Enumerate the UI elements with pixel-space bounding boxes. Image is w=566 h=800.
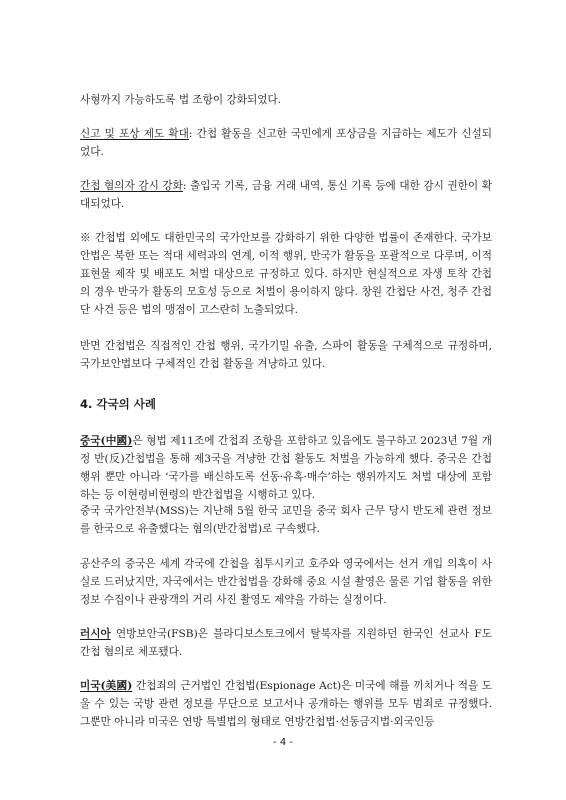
- china-mss-paragraph: [80, 502, 492, 538]
- china-communist-paragraph: [80, 555, 492, 609]
- china-lead: 중국(中國): [80, 435, 133, 447]
- contrast-text: 반면 간첩법은 직접적인 간첩 행위, 국가기밀 유출, 스파이 활동을 구체적으로 규정하며, 국가보안법보다 구체적인 간첩 활동을 겨냥하고 있다.: [80, 340, 492, 370]
- page-number: - 4 -: [273, 737, 293, 748]
- russia-text: 연방보안국(FSB)은 블라디보스토크에서 탈북자를 지원하던 한국인 선교사 F도 간첩 혐의로 체포됐다.: [80, 628, 492, 658]
- reward-paragraph: [80, 125, 492, 161]
- note-text: ※ 간첩법 외에도 대한민국의 국가안보를 강화하기 위한 다양한 법률이 존재한다. 국가보안법은 북한 또는 적대 세력과의 연계, 이적 행위, 반국가 활동을 포괄적으로 다루며, 이적 표현물 제작 및 배포도 처벌 대상으로 규정하고 있다. 하지만 현실적으로 자생 토착 간첩의 경우 반국가 활동의 모호성 등으로 처벌이 용이하지 않다. 창원 간첩단 사건, 청주 간첩단 사건 등은 법의 맹점이 고스란히 노출되었다.: [80, 232, 492, 316]
- note-paragraph: [80, 229, 492, 319]
- contrast-paragraph: [80, 337, 492, 373]
- russia-paragraph: [80, 625, 492, 661]
- reward-text: : 간첩 활동을 신고한 국민에게 포상금을 지급하는 제도가 신설되었다.: [80, 128, 492, 158]
- china-paragraph: [80, 432, 492, 504]
- surveillance-paragraph: [80, 177, 492, 213]
- section-title: 4. 각국의 사례: [80, 397, 156, 411]
- usa-paragraph: [80, 677, 492, 731]
- surveillance-text: : 출입국 기록, 금융 거래 내역, 통신 기록 등에 대한 감시 권한이 확대되었다.: [80, 180, 492, 210]
- china-communist-text: 공산주의 중국은 세계 각국에 간첩을 침투시키고 호주와 영국에서는 선거 개입 의혹이 사실로 드러났지만, 자국에서는 반간첩법을 강화해 중요 시설 촬영은 물론 기업 활동을 위한 정보 수집이나 관광객의 거리 사진 촬영도 제약을 가하는 실정이다.: [80, 558, 492, 606]
- usa-lead: 미국(美國): [80, 680, 133, 692]
- paragraph-continuation: [80, 91, 492, 109]
- china-text: 은 형법 제11조에 간첩죄 조항을 포함하고 있음에도 불구하고 2023년 7월 개정 반(反)간첩법을 통해 제3국을 겨냥한 간첩 활동도 처벌을 가능하게 했다. 중국은 간첩행위 뿐만 아니라 ‘국가를 배신하도록 선동·유혹·매수’하는 행위까지도 처벌 대상에 포함하는 등 이현령비현령의 반간첩법을 시행하고 있다.: [80, 435, 492, 501]
- section-heading: [80, 395, 492, 413]
- paragraph-text: 사형까지 가능하도록 법 조항이 강화되었다.: [80, 94, 282, 106]
- china-mss-text: 중국 국가안전부(MSS)는 지난해 5월 한국 교민을 중국 회사 근무 당시 반도체 관련 정보를 한국으로 유출했다는 혐의(반간첩법)로 구속했다.: [80, 505, 492, 535]
- usa-text: 간첩죄의 근거법인 간첩법(Espionage Act)은 미국에 해를 끼치거나 적을 도울 수 있는 국방 관련 정보를 무단으로 보고서나 공개하는 행위를 모두 범죄로 규정했다. 그뿐만 아니라 미국은 연방 특별법의 형태로 연방간첩법·선동금지법·외국인등: [80, 680, 492, 728]
- reward-lead: 신고 및 포상 제도 확대: [80, 128, 189, 140]
- russia-lead: 러시아: [80, 628, 111, 640]
- surveillance-lead: 간첩 혐의자 감시 강화: [80, 180, 183, 192]
